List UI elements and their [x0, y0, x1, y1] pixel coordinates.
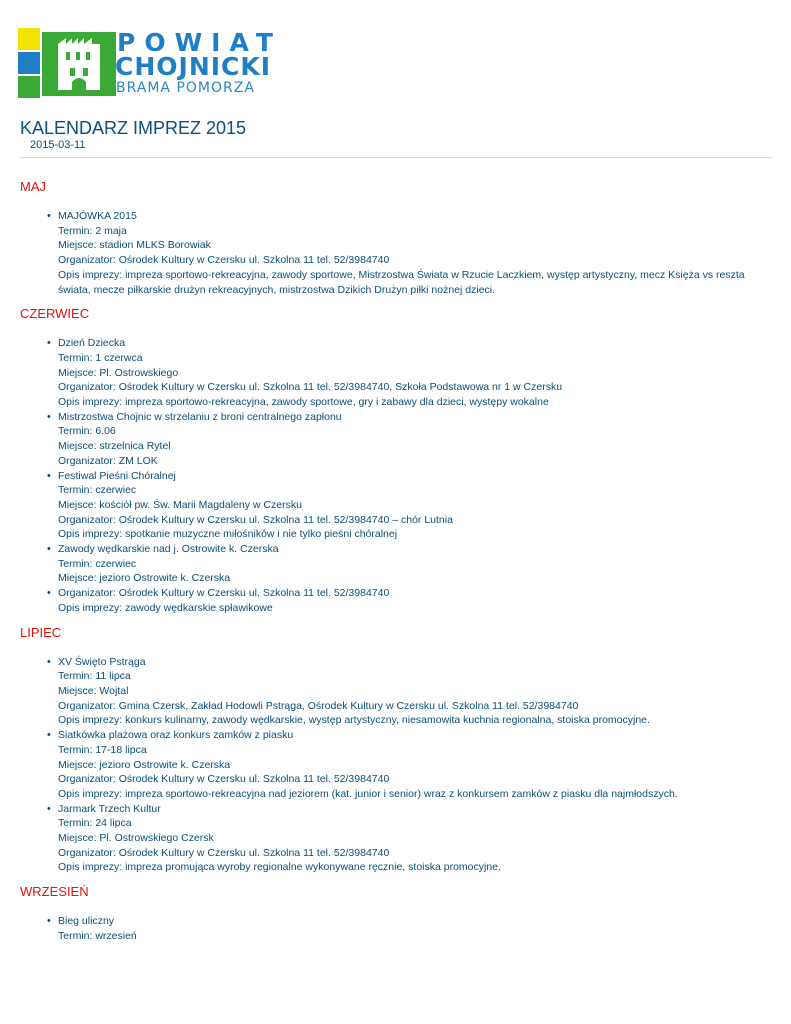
month-section: [20, 305, 772, 615]
event-line: Termin: 2 maja: [58, 224, 127, 237]
event-line: Opis imprezy: spotkanie muzyczne miłośników i nie tylko pieśni chóralnej: [58, 528, 398, 541]
logo-text-powiat: POWIAT: [117, 28, 282, 57]
event-line: Organizator: ZM LOK: [58, 454, 158, 467]
bullet-icon: •: [47, 543, 51, 556]
event-line: świata, mecze piłkarskie drużyn rekreacyjnych, mistrzostwa Dzikich Drużyn piłki nożnej dzieci.: [58, 283, 496, 296]
bullet-icon: •: [47, 729, 51, 742]
event-line: Miejsce: strzelnica Rytel: [58, 440, 171, 453]
event-line: Dzień Dziecka: [58, 337, 126, 350]
month-heading: CZERWIEC: [20, 306, 90, 322]
bullet-icon: •: [47, 802, 51, 815]
event-list: [20, 336, 772, 615]
event-item: [20, 542, 772, 586]
event-item: [20, 410, 772, 469]
event-line: Opis imprezy: impreza promująca wyroby regionalne wykonywane ręcznie, stoiska promocyjne.: [58, 861, 501, 874]
page-title: KALENDARZ IMPREZ 2015: [20, 118, 247, 138]
event-line: Organizator: Ośrodek Kultury w Czersku ul. Szkolna 11 tel. 52/3984740: [58, 846, 390, 859]
event-line: Organizator: Ośrodek Kultury w Czersku ul. Szkolna 11 tel. 52/3984740, Szkoła Podstawowa nr 1 w Czersku: [58, 381, 563, 394]
event-line: Termin: 11 lipca: [58, 670, 131, 683]
bullet-icon: •: [47, 469, 51, 482]
event-line: Opis imprezy: impreza sportowo-rekreacyjna, zawody sportowe, gry i zabawy dla dzieci, występy wokalne: [58, 396, 549, 409]
month-section: [20, 624, 772, 876]
bullet-icon: •: [47, 587, 51, 600]
event-item: [20, 728, 772, 802]
logo-text-chojnicki: CHOJNICKI: [115, 52, 272, 81]
event-line: Opis imprezy: zawody wędkarskie spławikowe: [58, 601, 273, 614]
event-list: [20, 655, 772, 876]
month-heading: WRZESIEŃ: [20, 884, 89, 900]
event-line: Organizator: Ośrodek Kultury w Czersku ul. Szkolna 11 tel. 52/3984740: [58, 254, 390, 267]
event-line: Miejsce: jezioro Ostrowite k. Czerska: [58, 758, 231, 771]
event-line: Termin: czerwiec: [58, 484, 137, 497]
event-line: Zawody wędkarskie nad j. Ostrowite k. Czerska: [58, 543, 279, 556]
page-date: 2015-03-11: [30, 139, 86, 151]
month-heading: LIPIEC: [20, 624, 62, 640]
event-line: MAJÓWKA 2015: [58, 210, 137, 222]
event-line: Miejsce: Pl. Ostrowskiego Czersk: [58, 832, 214, 845]
event-line: Termin: 6.06: [58, 425, 116, 438]
calendar-content: [20, 178, 772, 952]
logo-text-brama-pomorza: BRAMA POMORZA: [116, 80, 255, 96]
event-line: Festiwal Pieśni Chóralnej: [58, 469, 176, 482]
bullet-icon: •: [47, 210, 51, 222]
month-heading: MAJ: [20, 179, 46, 194]
bullet-icon: •: [47, 915, 51, 928]
bullet-icon: •: [47, 337, 51, 350]
event-list: [20, 914, 772, 943]
event-line: Jarmark Trzech Kultur: [58, 802, 161, 815]
event-line: Siatkówka plażowa oraz konkurs zamków z piasku: [58, 729, 294, 742]
event-line: Termin: 17-18 lipca: [58, 743, 147, 756]
month-section: [20, 178, 772, 297]
month-section: [20, 883, 772, 943]
event-line: Organizator: Ośrodek Kultury w Czersku ul. Szkolna 11 tel. 52/3984740 – chór Lutnia: [58, 513, 453, 526]
event-line: Miejsce: stadion MLKS Borowiak: [58, 239, 211, 252]
event-item: [20, 209, 772, 297]
event-line: Termin: 24 lipca: [58, 817, 132, 830]
event-item: [20, 336, 772, 410]
event-line: Organizator: Ośrodek Kultury w Czersku ul. Szkolna 11 tel. 52/3984740: [58, 587, 390, 600]
event-line: Opis imprezy: konkurs kulinarny, zawody wędkarskie, występ artystyczny, niesamowita kuchnia regionalna, stoiska promocyjne.: [58, 714, 650, 727]
bullet-icon: •: [47, 410, 51, 423]
event-line: Bieg uliczny: [58, 915, 115, 928]
event-line: Organizator: Gmina Czersk, Zakład Hodowli Pstrąga, Ośrodek Kultury w Czersku ul. Szkolna 11 tel. 52/3984740: [58, 699, 579, 712]
event-line: Termin: 1 czerwca: [58, 351, 143, 364]
event-line: Miejsce: Wojtal: [58, 684, 129, 697]
event-line: Termin: czerwiec: [58, 557, 137, 570]
event-item: [20, 586, 772, 615]
event-line: XV Święto Pstrąga: [58, 655, 146, 668]
event-item: [20, 802, 772, 876]
event-line: Miejsce: kościół pw. Św. Marii Magdaleny w Czersku: [58, 498, 302, 511]
event-line: Mistrzostwa Chojnic w strzelaniu z broni centralnego zapłonu: [58, 410, 342, 423]
event-line: Miejsce: jezioro Ostrowite k. Czerska: [58, 572, 231, 585]
event-line: Organizator: Ośrodek Kultury w Czersku ul. Szkolna 11 tel. 52/3984740: [58, 773, 390, 786]
event-list: [20, 209, 772, 297]
event-line: Miejsce: Pl. Ostrowskiego: [58, 366, 179, 379]
tower-logo-icon: [18, 28, 118, 100]
header-divider: [20, 157, 772, 158]
event-item: [20, 655, 772, 729]
event-line: Opis imprezy: impreza sportowo-rekreacyjna, zawody sportowe, Mistrzostwa Świata w Rzucie Laczkiem, występ artystyczny, mecz Księża vs reszta: [58, 268, 745, 281]
event-item: [20, 914, 772, 943]
event-line: Opis imprezy: impreza sportowo-rekreacyjna nad jeziorem (kat. junior i senior) wraz z konkursem zamków z piasku dla najmłodszych.: [58, 787, 678, 800]
bullet-icon: •: [47, 655, 51, 668]
event-line: Termin: wrzesień: [58, 929, 137, 942]
event-item: [20, 469, 772, 543]
